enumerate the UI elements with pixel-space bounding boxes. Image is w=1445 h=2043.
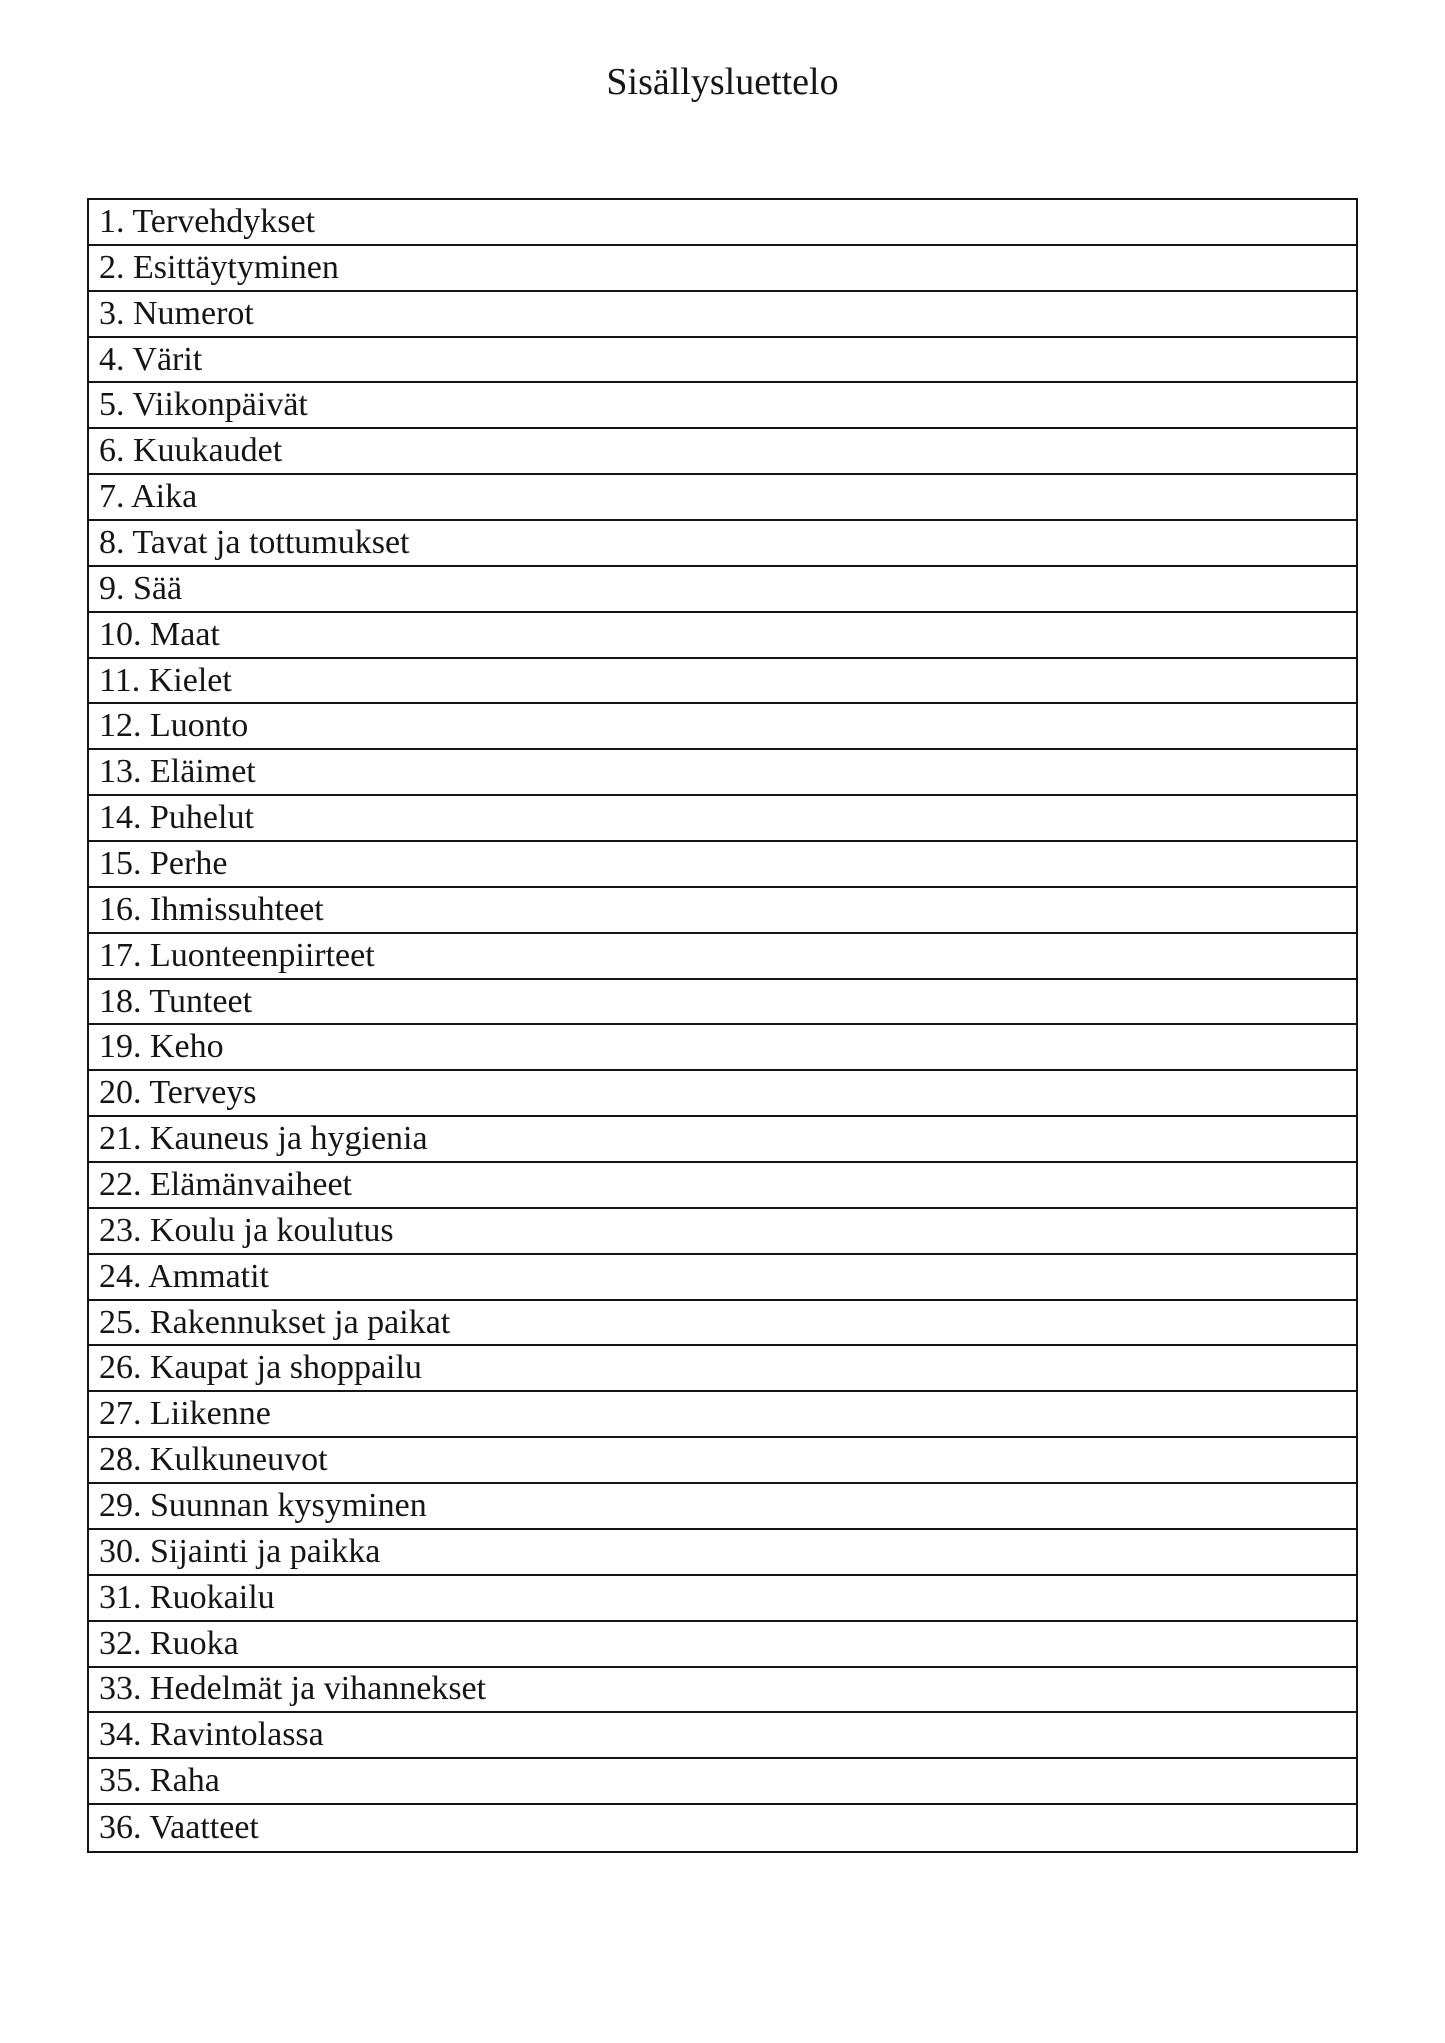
toc-item-label: 12. Luonto [99,707,249,745]
toc-item-label: 7. Aika [99,478,198,516]
toc-item-label: 23. Koulu ja koulutus [99,1211,394,1249]
toc-row [89,1301,1356,1347]
toc-row [89,1163,1356,1209]
toc-item-label: 35. Raha [99,1762,220,1800]
toc-row [89,1209,1356,1255]
toc-row [89,1117,1356,1163]
toc-row [89,521,1356,567]
toc-row [89,1438,1356,1484]
toc-item-label: 15. Perhe [99,844,228,882]
toc-item-label: 9. Sää [99,569,183,607]
toc-row [89,200,1356,246]
toc-row [89,888,1356,934]
toc-item-label: 8. Tavat ja tottumukset [99,523,410,561]
toc-row [89,842,1356,888]
toc-item-label: 26. Kaupat ja shoppailu [99,1349,422,1387]
toc-item-label: 27. Liikenne [99,1395,271,1433]
toc-item-label: 14. Puhelut [99,799,254,837]
toc-row [89,1622,1356,1668]
toc-row [89,1576,1356,1622]
toc-row [89,1346,1356,1392]
toc-item-label: 17. Luonteenpiirteet [99,936,375,974]
toc-item-label: 6. Kuukaudet [99,432,283,470]
toc-row [89,383,1356,429]
toc-row [89,567,1356,613]
toc-item-label: 16. Ihmissuhteet [99,890,324,928]
toc-row [89,613,1356,659]
toc-row [89,750,1356,796]
toc-row [89,796,1356,842]
toc-item-label: 10. Maat [99,615,220,653]
toc-item-label: 18. Tunteet [99,982,253,1020]
toc-table [87,198,1358,1853]
toc-row [89,1255,1356,1301]
toc-row [89,1759,1356,1805]
toc-row [89,934,1356,980]
toc-item-label: 4. Värit [99,340,203,378]
toc-item-label: 22. Elämänvaiheet [99,1165,353,1203]
toc-row [89,1805,1356,1851]
toc-row [89,980,1356,1026]
toc-item-label: 3. Numerot [99,294,254,332]
toc-item-label: 5. Viikonpäivät [99,386,308,424]
toc-row [89,292,1356,338]
toc-item-label: 33. Hedelmät ja vihannekset [99,1670,487,1708]
toc-row [89,338,1356,384]
page-title: Sisällysluettelo [606,61,839,103]
toc-item-label: 34. Ravintolassa [99,1716,324,1754]
toc-item-label: 30. Sijainti ja paikka [99,1532,381,1570]
toc-row [89,1484,1356,1530]
toc-row [89,1392,1356,1438]
toc-item-label: 24. Ammatit [99,1257,269,1295]
toc-row [89,246,1356,292]
toc-row [89,1025,1356,1071]
toc-item-label: 29. Suunnan kysyminen [99,1486,427,1524]
toc-item-label: 31. Ruokailu [99,1578,275,1616]
toc-item-label: 25. Rakennukset ja paikat [99,1303,451,1341]
toc-item-label: 1. Tervehdykset [99,202,316,240]
toc-item-label: 36. Vaatteet [99,1809,259,1846]
toc-item-label: 28. Kulkuneuvot [99,1441,328,1479]
toc-row [89,429,1356,475]
toc-item-label: 2. Esittäytyminen [99,248,339,286]
toc-item-label: 19. Keho [99,1028,224,1066]
toc-row [89,659,1356,705]
toc-item-label: 13. Eläimet [99,753,256,791]
toc-item-label: 21. Kauneus ja hygienia [99,1120,428,1158]
toc-item-label: 32. Ruoka [99,1624,239,1662]
toc-row [89,475,1356,521]
toc-item-label: 20. Terveys [99,1074,257,1112]
toc-row [89,704,1356,750]
toc-item-label: 11. Kielet [99,661,232,699]
toc-row [89,1530,1356,1576]
toc-row [89,1668,1356,1714]
toc-row [89,1713,1356,1759]
toc-row [89,1071,1356,1117]
